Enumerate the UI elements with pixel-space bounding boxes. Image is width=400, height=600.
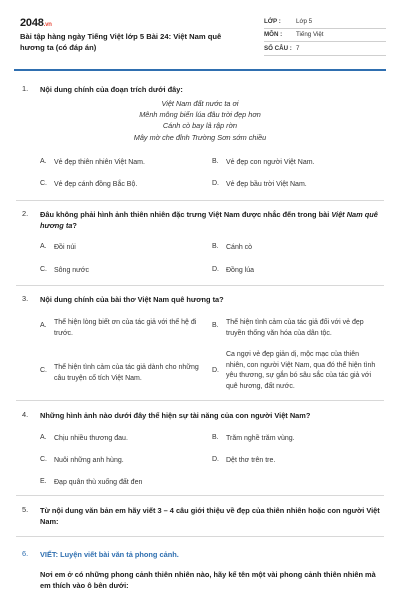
option-label: B.	[212, 322, 219, 329]
option-text: Ca ngợi vẻ đẹp giản dị, mộc mạc của thiên nhiên, con người Việt Nam, qua đó thể hiện tình yêu thương, sự gắn bó sâu sắc của tác giả với quê hương, đất nước.	[226, 351, 376, 390]
question-divider	[16, 400, 384, 401]
option-text: Sông nước	[54, 267, 89, 274]
option-label: A.	[40, 158, 47, 165]
option-text: Thể hiện tình cảm của tác giả đối với vẻ đẹp truyền thống văn hóa của dân tộc.	[226, 319, 364, 337]
option-label: D.	[212, 367, 219, 374]
meta-key: MÔN :	[264, 31, 283, 39]
poem-line: Cánh cò bay lả rập rờn	[162, 121, 238, 131]
logo-suffix: .vn	[43, 22, 52, 28]
option-text: Đồng lúa	[226, 267, 255, 274]
question-text: Những hình ảnh nào dưới đây thể hiện sự tài năng của con người Việt Nam?	[40, 411, 311, 420]
poem-excerpt	[0, 98, 400, 143]
question-divider	[16, 200, 384, 201]
question-text: Nội dung chính của đoạn trích dưới đây:	[40, 85, 183, 94]
question-divider	[16, 536, 384, 537]
option-text: Chịu nhiều thương đau.	[54, 435, 128, 442]
option-label: C.	[40, 456, 47, 463]
question-text: VIẾT: Luyện viết bài văn tả phong cảnh.	[40, 550, 179, 559]
poem-line: Việt Nam đất nước ta ơi	[161, 99, 239, 108]
header-divider	[14, 69, 386, 71]
question-number: 4.	[22, 410, 29, 419]
meta-key: LỚP :	[264, 17, 281, 25]
option-label: C.	[40, 180, 47, 187]
option-label: A.	[40, 434, 47, 441]
question-number: 5.	[22, 505, 29, 514]
question-text: Nội dung chính của bài thơ Việt Nam quê hương ta?	[40, 295, 224, 304]
question-text: Từ nội dung văn bản em hãy viết 3 – 4 câu giới thiệu về đẹp của thiên nhiên hoặc con người Việt Nam:	[40, 506, 380, 526]
document-header	[14, 12, 386, 66]
option-text: Thể hiện lòng biết ơn của tác giả với thế hệ đi trước.	[54, 319, 197, 337]
question-text-part: Đâu không phải hình ảnh thiên nhiên đặc trưng Việt Nam được nhắc đến trong bài	[40, 210, 332, 219]
option-label: C.	[40, 266, 47, 273]
question-number: 1.	[22, 84, 29, 93]
option-text: Đồi núi	[54, 244, 76, 251]
option-label: C.	[40, 367, 47, 374]
meta-key: SỐ CÂU :	[264, 44, 292, 52]
question-divider	[16, 495, 384, 496]
option-label: B.	[212, 434, 219, 441]
option-text: Đạp quân thù xuống đất đen	[54, 479, 143, 486]
meta-value: 7	[296, 44, 300, 52]
option-text: Vẻ đẹp cánh đồng Bắc Bộ.	[54, 181, 138, 188]
poem-line: Mênh mông biển lúa đâu trời đẹp hơn	[139, 110, 261, 120]
option-label: D.	[212, 456, 219, 463]
question-text	[40, 209, 380, 231]
option-label: D.	[212, 266, 219, 273]
option-text: Cánh cò	[226, 244, 253, 251]
question-number: 2.	[22, 209, 29, 218]
meta-value: Lớp 5	[296, 17, 313, 25]
option-text: Vẻ đẹp bầu trời Việt Nam.	[226, 181, 307, 188]
option-text: Vẻ đẹp thiên nhiên Việt Nam.	[54, 159, 145, 166]
option-label: A.	[40, 243, 47, 250]
document-title: Bài tập hàng ngày Tiếng Việt lớp 5 Bài 24: Việt Nam quê hương ta (có đáp án)	[20, 32, 222, 52]
option-label: B.	[212, 158, 219, 165]
logo-text: 2048	[20, 17, 44, 29]
question-number: 3.	[22, 294, 29, 303]
meta-table	[264, 15, 386, 56]
question-divider	[16, 285, 384, 286]
option-text: Dệt thơ trên tre.	[226, 457, 276, 464]
poem-title-italic: Việt Nam quê hương ta	[40, 210, 378, 230]
meta-row-subject	[264, 29, 386, 43]
meta-row-count	[264, 42, 386, 56]
question-text-part: ?	[72, 221, 77, 230]
option-label: A.	[40, 322, 47, 329]
question-number: 6.	[22, 549, 29, 558]
meta-row-class	[264, 15, 386, 29]
option-label: D.	[212, 180, 219, 187]
instruction-text: Nơi em ở có những phong cảnh thiên nhiên nào, hãy kể tên một vài phong cảnh thiên nhiên mà em thích vào ô bên dưới:	[40, 570, 376, 590]
option-label: E.	[40, 478, 47, 485]
option-label: B.	[212, 243, 219, 250]
option-text: Trăm nghề trăm vùng.	[226, 435, 295, 442]
option-text: Thể hiện tình cảm của tác giả dành cho những câu truyện cổ tích Việt Nam.	[54, 364, 199, 382]
meta-value: Tiếng Việt	[296, 31, 324, 39]
site-logo[interactable]	[20, 17, 52, 29]
option-text: Vẻ đẹp con người Việt Nam.	[226, 159, 315, 166]
option-text: Nuôi những anh hùng.	[54, 457, 124, 464]
poem-line: Mây mờ che đỉnh Trường Sơn sớm chiều	[133, 132, 267, 142]
